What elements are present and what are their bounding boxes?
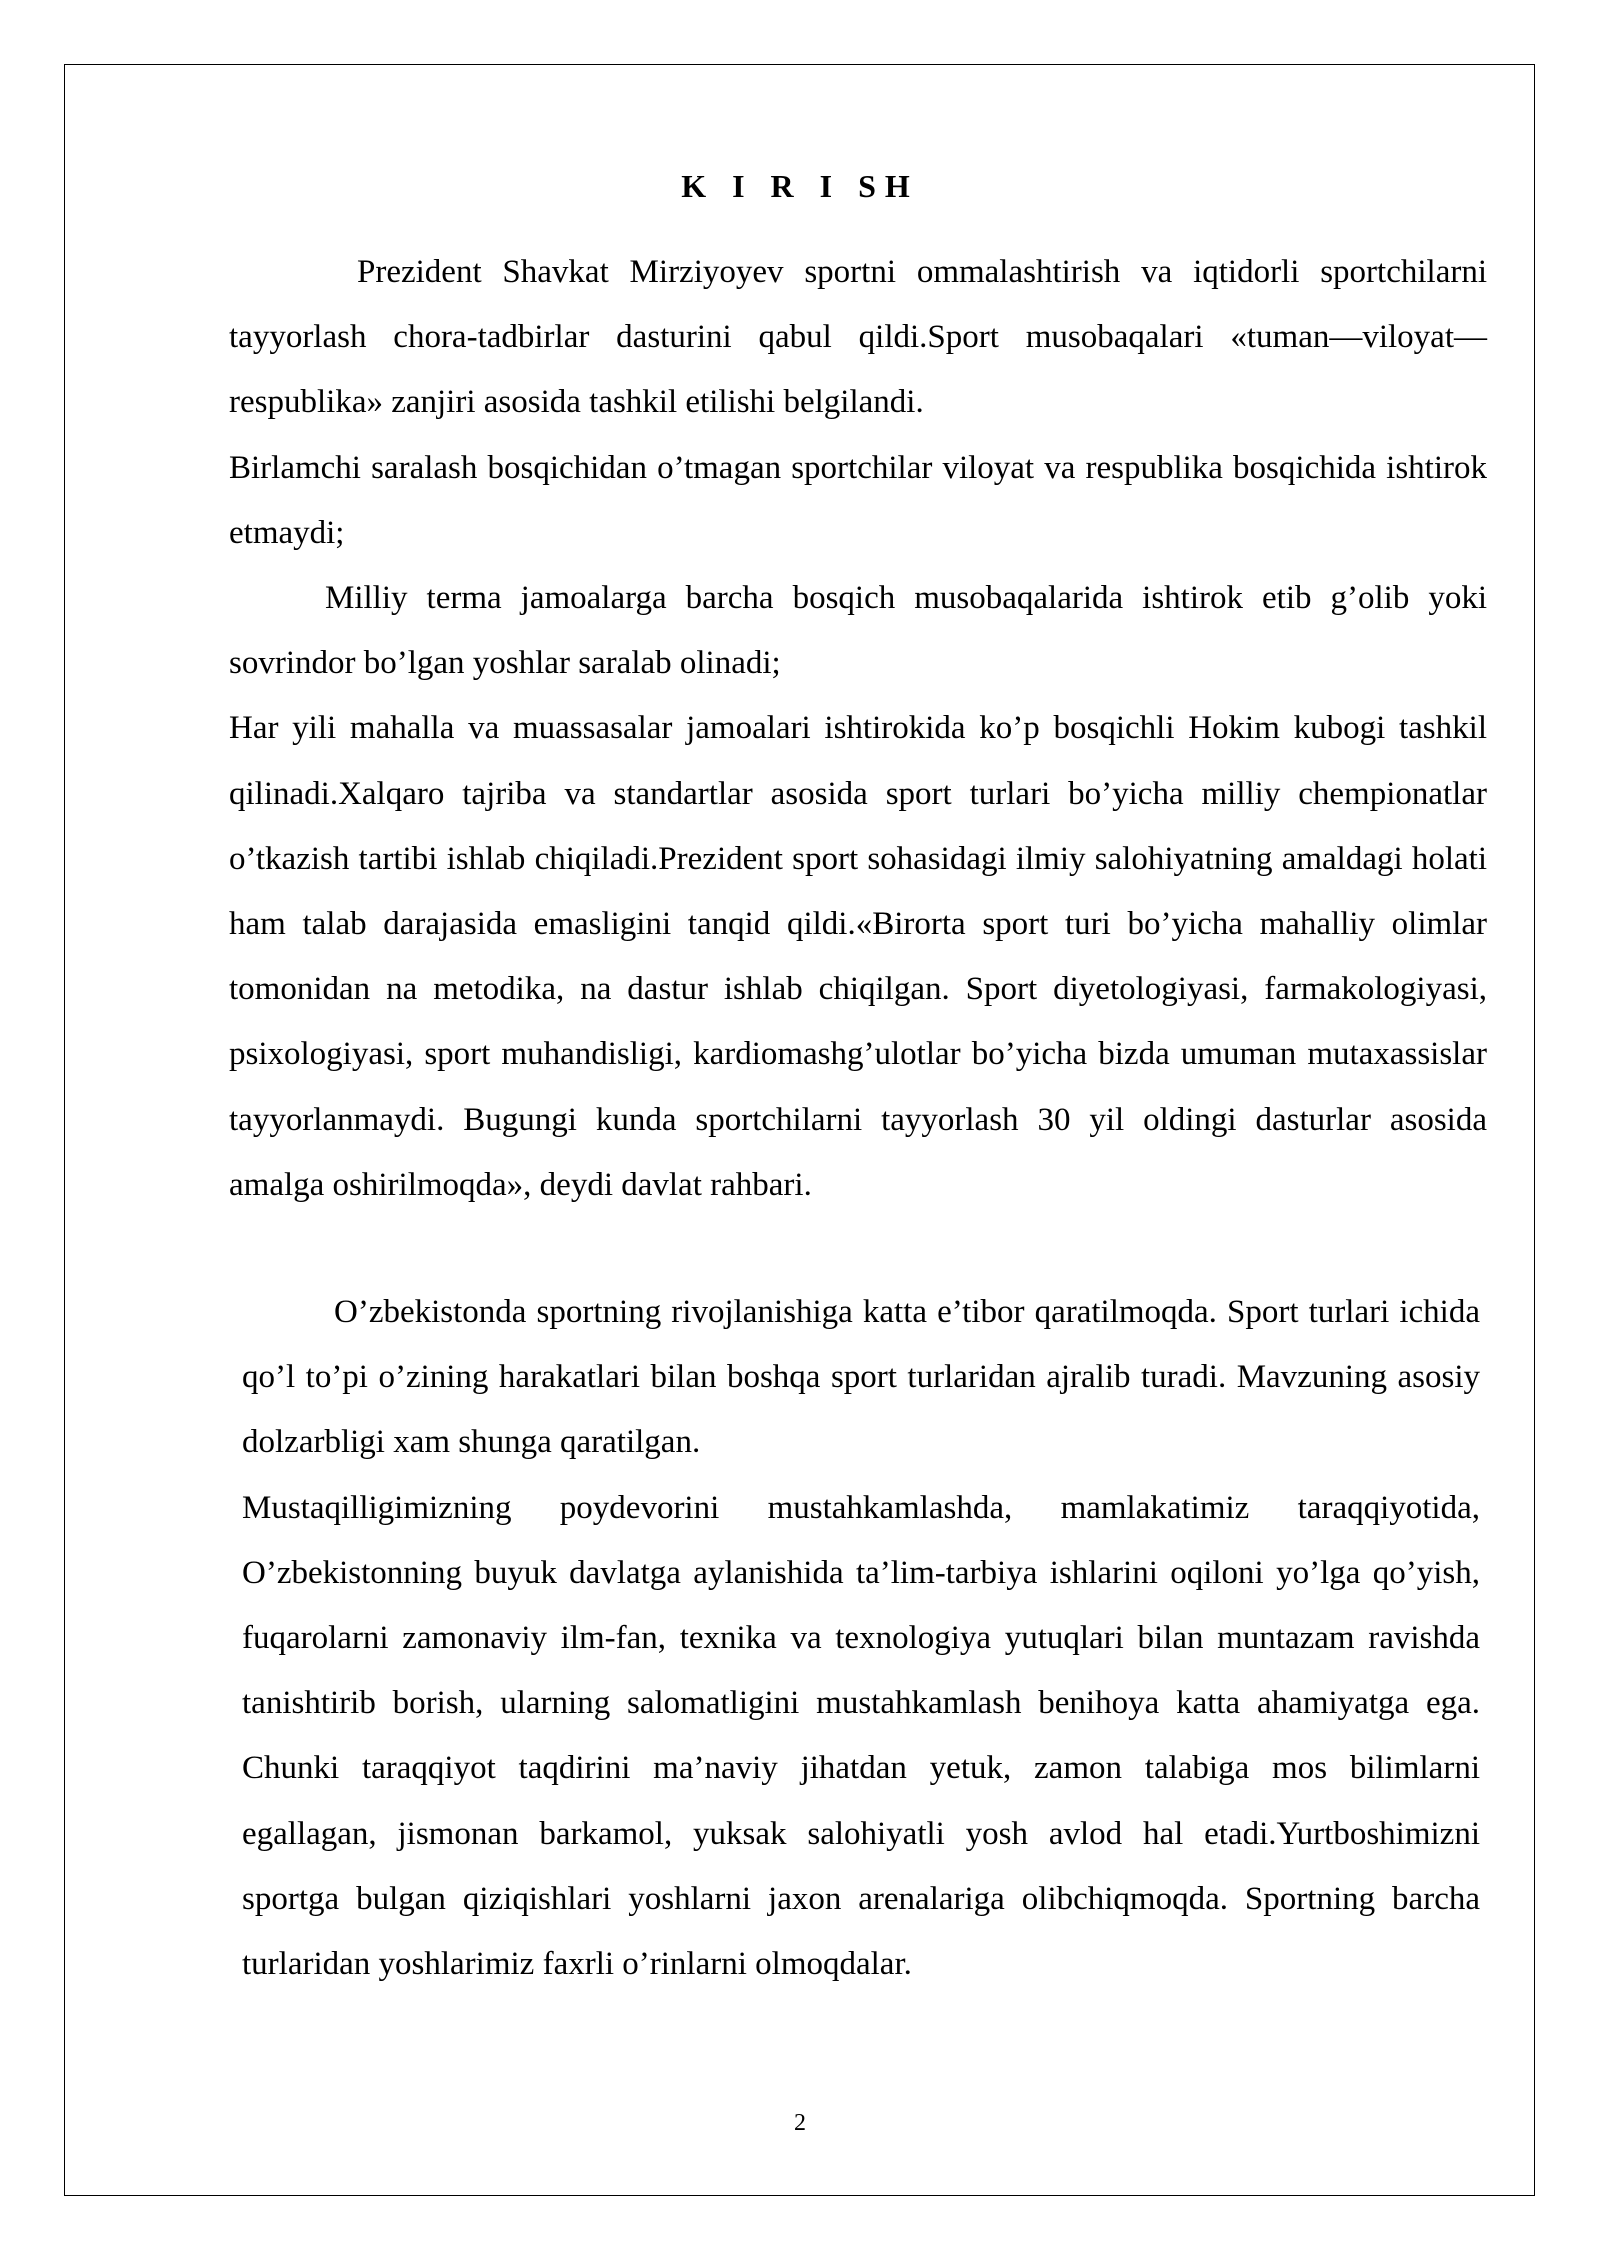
paragraph-5: O’zbekistonda sportning rivojlanishiga katta e’tibor qaratilmoqda. Sport turlari ichida qo’l to’pi o’zining harakatlari bilan boshqa sport turlaridan ajralib turadi. Mavzuning asosiy dolzarbligi xam shunga qaratilgan. bbox=[242, 1294, 1480, 1461]
paragraph-1: Prezident Shavkat Mirziyoyev sportni ommalashtirish va iqtidorli sportchilarni tayyorlash chora-tadbirlar dasturini qabul qildi.Sport musobaqalari «tuman—viloyat—respublika» zanjiri asosida tashkil etilishi belgilandi. bbox=[229, 254, 1487, 421]
document-title: K I R I SH bbox=[681, 168, 919, 204]
text-block-lower bbox=[242, 1280, 1480, 1997]
paragraph-3: Milliy terma jamoalarga barcha bosqich musobaqalarida ishtirok etib g’olib yoki sovrindor bo’lgan yoshlar saralab olinadi; bbox=[229, 580, 1487, 682]
text-block-upper bbox=[229, 240, 1487, 1218]
paragraph-4: Har yili mahalla va muassasalar jamoalari ishtirokida ko’p bosqichli Hokim kubogi tashkil qilinadi.Xalqaro tajriba va standartlar asosida sport turlari bo’yicha milliy chempionatlar o’tkazish tartibi ishlab chiqiladi.Prezident sport sohasidagi ilmiy salohiyatning amaldagi holati ham talab darajasida emasligini tanqid qildi.«Birorta sport turi bo’yicha mahalliy olimlar tomonidan na metodika, na dastur ishlab chiqilgan. Sport diyetologiyasi, farmakologiyasi, psixologiyasi, sport muhandisligi, kardiomashg’ulotlar bo’yicha bizda umuman mutaxassislar tayyorlanmaydi. Bugungi kunda sportchilarni tayyorlash 30 yil oldingi dasturlar asosida amalga oshirilmoqda», deydi davlat rahbari. bbox=[229, 710, 1487, 1203]
paragraph-2: Birlamchi saralash bosqichidan o’tmagan sportchilar viloyat va respublika bosqichida ishtirok etmaydi; bbox=[229, 449, 1487, 551]
page-number: 2 bbox=[794, 2110, 806, 2136]
paragraph-6: Mustaqilligimizning poydevorini mustahkamlashda, mamlakatimiz taraqqiyotida, O’zbekistonning buyuk davlatga aylanishida ta’lim-tarbiya ishlarini oqiloni yo’lga qo’yish, fuqarolarni zamonaviy ilm-fan, texnika va texnologiya yutuqlari bilan muntazam ravishda tanishtirib borish, ularning salomatligini mustahkamlash benihoya katta ahamiyatga ega. Chunki taraqqiyot taqdirini ma’naviy jihatdan yetuk, zamon talabiga mos bilimlarni egallagan, jismonan barkamol, yuksak salohiyatli yosh avlod hal etadi.Yurtboshimizni sportga bulgan qiziqishlari yoshlarni jaxon arenalariga olibchiqmoqda. Sportning barcha turlaridan yoshlarimiz faxrli o’rinlarni olmoqdalar. bbox=[242, 1489, 1480, 1983]
